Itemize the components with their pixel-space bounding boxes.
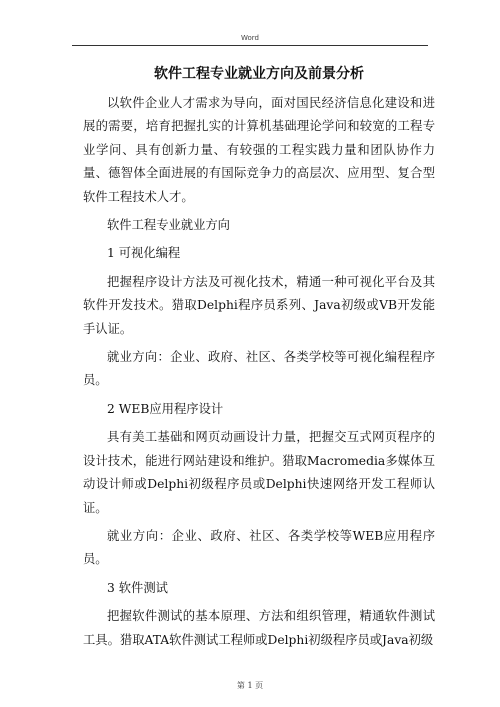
- item-description-software-testing: 把握软件测试的基本原理、方法和组织管理，精通软件测试工具。猎取ATA软件测试工程师或Delphi初级程序员或Java初级: [83, 609, 435, 647]
- document-title: 软件工程专业就业方向及前景分析: [154, 66, 364, 82]
- item-heading-visual-programming: 1 可视化编程: [107, 246, 181, 261]
- section-heading: 软件工程专业就业方向: [107, 218, 230, 233]
- item-heading-web-programming: 2 WEB应用程序设计: [107, 401, 224, 416]
- item-description-visual-programming: 把握程序设计方法及可视化技术，精通一种可视化平台及其软件开发技术。猎取Delphi程序员系列、Java初级或VB开发能手认证。: [83, 274, 435, 336]
- intro-paragraph: 以软件企业人才需求为导向，面对国民经济信息化建设和进展的需要，培育把握扎实的计算机基础理论学问和较宽的工程专业学问、具有创新力量、有较强的工程实践力量和团队协作力量、德智体全面进展的有国际竞争力的高层次、应用型、复合型软件工程技术人才。: [83, 96, 435, 204]
- item-career-web-programming: 就业方向：企业、政府、社区、各类学校等WEB应用程序员。: [83, 528, 435, 567]
- item-career-visual-programming: 就业方向：企业、政府、社区、各类学校等可视化编程程序员。: [83, 350, 435, 388]
- item-description-web-programming: 具有美工基础和网页动画设计力量，把握交互式网页程序的设计技术，能进行网站建设和维护。猎取Macromedia多媒体互动设计师或Delphi初级程序员或Delphi快速网络开发工程师认证。: [83, 430, 435, 515]
- page-number: 第 1 页: [236, 681, 264, 690]
- header-divider: [72, 45, 428, 46]
- document-body: [83, 62, 435, 657]
- item-heading-software-testing: 3 软件测试: [107, 580, 168, 595]
- page-header-label: Word: [241, 34, 259, 42]
